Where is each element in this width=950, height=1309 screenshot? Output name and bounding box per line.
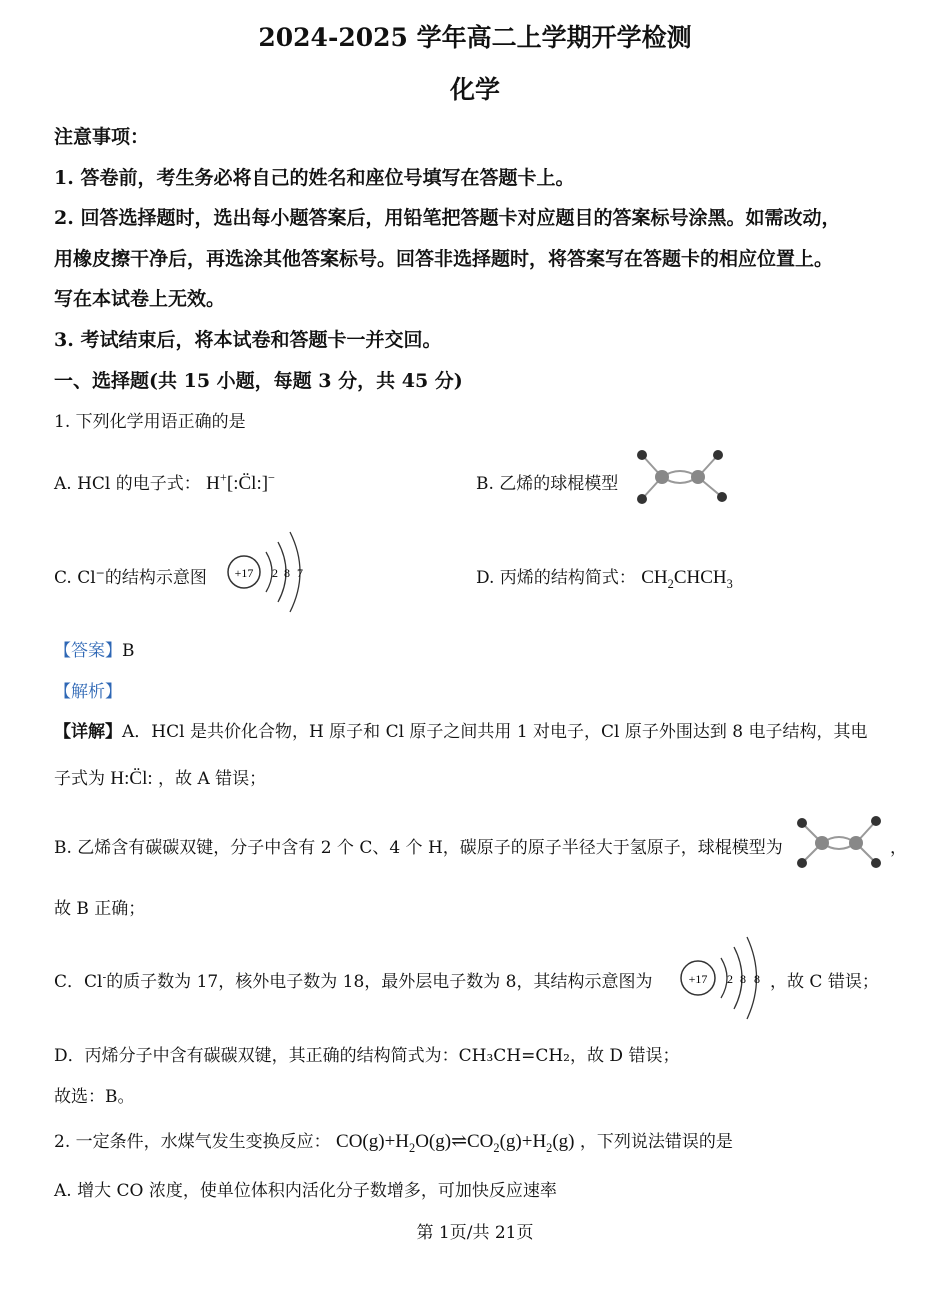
notice-item-1: 1. 答卷前，考生务必将自己的姓名和座位号填写在答题卡上。 xyxy=(54,167,575,189)
q1-option-c-suffix: 的结构示意图 xyxy=(104,568,207,588)
hcl-electron-formula-correct: H:C̈l: xyxy=(110,768,153,789)
q2-option-a: A. 增大 CO 浓度，使单位体积内活化分子数增多，可加快反应速率 xyxy=(54,1181,557,1201)
q2-stem-prefix: 2. 一定条件，水煤气发生变换反应： xyxy=(54,1132,331,1152)
shell-3-count-2: 8 xyxy=(754,972,760,986)
detail-d: D．丙烯分子中含有碳碳双键，其正确的结构简式为：CH₃CH=CH₂，故 D 错误； xyxy=(54,1046,680,1066)
q1-option-a xyxy=(54,469,275,495)
q1-option-d-label: D. 丙烯的结构简式： xyxy=(476,568,636,588)
detail-a2-prefix: 子式为 xyxy=(54,769,105,789)
shell-2-count: 8 xyxy=(284,566,290,580)
detail-a2-suffix: ，故 A 错误； xyxy=(158,769,267,789)
detail-b: B. 乙烯含有碳碳双键，分子中含有 2 个 C、4 个 H，碳原子的原子半径大于氢原子，球棍模型为 xyxy=(54,838,783,858)
detail-c-line: C．Cl-的质子数为 17，核外电子数为 18，最外层电子数为 8，其结构示意图为 xyxy=(54,970,653,992)
q1-option-b-label: B. 乙烯的球棍模型 xyxy=(476,474,619,494)
cl-structure-diagram-correct xyxy=(678,933,768,1023)
shell-1-count-2: 2 xyxy=(727,972,733,986)
ethylene-ball-stick-model-small xyxy=(792,813,888,871)
detail-c-mid: 的质子数为 17，核外电子数为 18，最外层电子数为 8，其结构示意图为 xyxy=(106,972,653,992)
page-title: 2024-2025 学年高二上学期开学检测 xyxy=(258,23,692,52)
answer-value: B xyxy=(122,641,135,661)
detail-c-prefix: C．Cl xyxy=(54,972,103,992)
notice-heading: 注意事项： xyxy=(54,126,150,148)
shell-1-count: 2 xyxy=(272,566,278,580)
hcl-electron-formula: H+[:C̈l:]− xyxy=(206,470,276,494)
q1-option-c: C. Cl−的结构示意图 xyxy=(54,566,207,588)
water-gas-shift-equation: $CO(g)+H_2O(g)\rightleftharpoons CO_2(g)+H_2(g)$ xyxy=(336,1131,575,1155)
notice-item-2-line-2: 用橡皮擦干净后，再选涂其他答案标号。回答非选择题时，将答案写在答题卡的相应位置上。 xyxy=(54,248,834,270)
shell-2-count-2: 8 xyxy=(740,972,746,986)
analysis-tag: 【解析】 xyxy=(54,682,122,702)
detail-a-line xyxy=(54,717,868,742)
nucleus-label: +17 xyxy=(234,566,254,580)
q1-option-d xyxy=(476,563,733,592)
conclusion: 故选：B。 xyxy=(54,1087,135,1107)
ethylene-ball-stick-model xyxy=(630,447,730,507)
notice-item-2-line-1: 2. 回答选择题时，选出每小题答案后，用铅笔把答题卡对应题目的答案标号涂黑。如需改动， xyxy=(54,207,841,229)
notice-item-2-line-3: 写在本试卷上无效。 xyxy=(54,288,226,310)
q1-option-a-label: A. HCl 的电子式： xyxy=(54,474,201,494)
notice-item-3: 3. 考试结束后，将本试卷和答题卡一并交回。 xyxy=(54,329,442,351)
propene-formula: $CH_2CHCH_3$ xyxy=(641,567,733,591)
subject-title: 化学 xyxy=(449,75,500,104)
question-2-stem xyxy=(54,1127,733,1156)
detail-c-suffix: ，故 C 错误； xyxy=(770,972,879,992)
nucleus-label-2: +17 xyxy=(688,972,708,986)
q1-option-c-prefix: C. Cl xyxy=(54,568,96,588)
detail-tag: 【详解】 xyxy=(54,722,122,742)
detail-b-tail: ， xyxy=(890,838,907,858)
answer-tag: 【答案】 xyxy=(54,641,122,661)
shell-3-count: 7 xyxy=(297,566,303,580)
answer-line xyxy=(54,636,135,661)
q2-stem-suffix: ，下列说法错误的是 xyxy=(579,1132,733,1152)
detail-b-2: 故 B 正确； xyxy=(54,899,146,919)
detail-a: A．HCl 是共价化合物，H 原子和 Cl 原子之间共用 1 对电子，Cl 原子外围达到 8 电子结构，其电 xyxy=(122,722,868,742)
detail-a-line-2 xyxy=(54,764,266,790)
page-footer: 第 1页/共 21页 xyxy=(416,1223,534,1243)
question-1-stem: 1. 下列化学用语正确的是 xyxy=(54,412,246,432)
cl-structure-diagram-wrong xyxy=(226,528,310,616)
section-heading: 一、选择题(共 15 小题，每题 3 分，共 45 分) xyxy=(54,370,463,392)
